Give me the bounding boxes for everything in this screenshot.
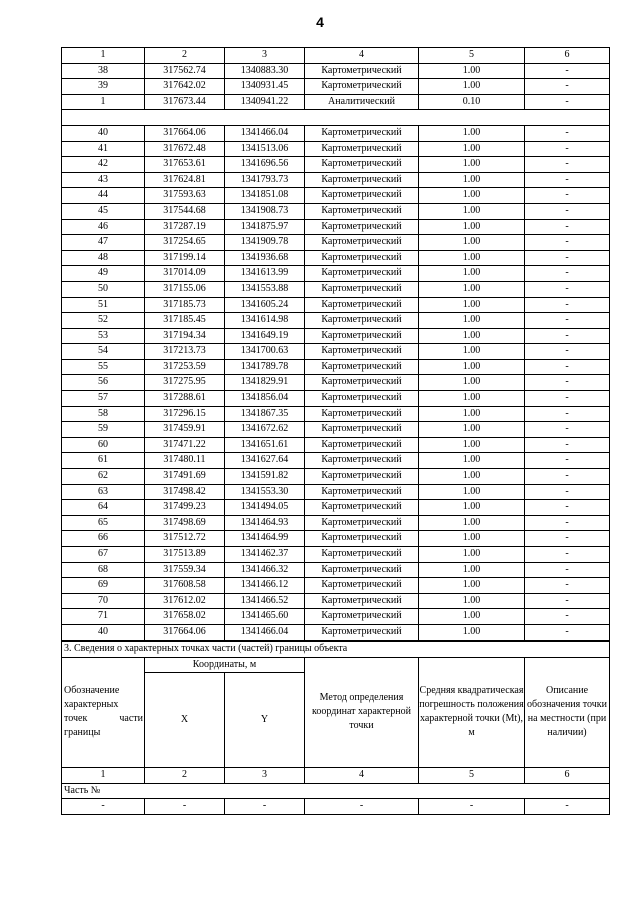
table-cell: - [419, 799, 525, 815]
table-cell: 1340931.45 [225, 79, 305, 95]
table-cell: 1341651.61 [225, 437, 305, 453]
table-cell: 1.00 [419, 313, 525, 329]
table-cell: - [525, 94, 610, 110]
table-cell: 57 [62, 391, 145, 407]
table-cell: 45 [62, 203, 145, 219]
table-row [62, 578, 610, 594]
table-cell: Картометрический [305, 609, 419, 625]
table-cell: 40 [62, 624, 145, 640]
table-row [62, 250, 610, 266]
table-cell: 39 [62, 79, 145, 95]
table-cell: - [525, 375, 610, 391]
table-cell: 1341462.37 [225, 547, 305, 563]
table-cell: Картометрический [305, 624, 419, 640]
table-cell: 1341466.04 [225, 624, 305, 640]
table-cell: 44 [62, 188, 145, 204]
table-cell: 51 [62, 297, 145, 313]
table-cell: 68 [62, 562, 145, 578]
table-cell: - [525, 624, 610, 640]
table-cell: - [525, 391, 610, 407]
table-cell: 1341789.78 [225, 359, 305, 375]
table-cell: Картометрический [305, 515, 419, 531]
column-number-row [62, 768, 610, 784]
table-cell: 1.00 [419, 578, 525, 594]
table-cell: 1341553.88 [225, 281, 305, 297]
table-cell: 1.00 [419, 609, 525, 625]
table-cell: 1341875.97 [225, 219, 305, 235]
table-cell: 1.00 [419, 219, 525, 235]
table-cell: 60 [62, 437, 145, 453]
table-cell: 41 [62, 141, 145, 157]
table-row [62, 422, 610, 438]
table-row [62, 235, 610, 251]
table-cell: 1341464.93 [225, 515, 305, 531]
table-cell: 65 [62, 515, 145, 531]
table-cell: 1341649.19 [225, 328, 305, 344]
table-cell: Картометрический [305, 203, 419, 219]
table-cell: 317513.89 [145, 547, 225, 563]
table-cell: Картометрический [305, 266, 419, 282]
table-cell: 1341627.64 [225, 453, 305, 469]
table-row [62, 141, 610, 157]
table-row [62, 593, 610, 609]
table-cell: - [525, 422, 610, 438]
table-cell: 1341672.62 [225, 422, 305, 438]
table-cell: - [525, 593, 610, 609]
table-cell: Картометрический [305, 141, 419, 157]
table-cell: 58 [62, 406, 145, 422]
table-cell: 40 [62, 125, 145, 141]
table-cell: 1.00 [419, 469, 525, 485]
table-cell: - [525, 63, 610, 79]
table-cell: - [525, 406, 610, 422]
table-row [62, 547, 610, 563]
separator-row [62, 110, 610, 126]
table-cell: 1.00 [419, 484, 525, 500]
table-cell: 66 [62, 531, 145, 547]
table-cell: 63 [62, 484, 145, 500]
table-cell: 1.00 [419, 359, 525, 375]
header-method: Метод определения координат характерной точки [305, 657, 419, 768]
table-cell: 1.00 [419, 593, 525, 609]
table-cell: 1341908.73 [225, 203, 305, 219]
table-cell: Картометрический [305, 453, 419, 469]
table-cell: 1.00 [419, 375, 525, 391]
table-cell: 1.00 [419, 141, 525, 157]
table-cell: Картометрический [305, 219, 419, 235]
table-cell: 317624.81 [145, 172, 225, 188]
table-cell: 317664.06 [145, 125, 225, 141]
table-cell: 317296.15 [145, 406, 225, 422]
table-cell: Картометрический [305, 125, 419, 141]
table-row [62, 359, 610, 375]
table-cell: 1.00 [419, 172, 525, 188]
table-cell: 1341613.99 [225, 266, 305, 282]
table-cell: 317562.74 [145, 63, 225, 79]
table-cell: Картометрический [305, 391, 419, 407]
table-cell: 317498.42 [145, 484, 225, 500]
table-row [62, 500, 610, 516]
table-row [62, 437, 610, 453]
page-number: 4 [316, 14, 324, 30]
table-cell: 1.00 [419, 157, 525, 173]
table-cell: 1.00 [419, 531, 525, 547]
table-cell: 2 [145, 768, 225, 784]
table-cell: Картометрический [305, 469, 419, 485]
table-row [62, 157, 610, 173]
table-cell: 1341464.99 [225, 531, 305, 547]
table-row [62, 453, 610, 469]
table-cell: 1341867.35 [225, 406, 305, 422]
table-cell: 1341793.73 [225, 172, 305, 188]
table-cell: 69 [62, 578, 145, 594]
table-cell: 42 [62, 157, 145, 173]
table-row [62, 188, 610, 204]
table-cell: - [525, 297, 610, 313]
table-cell: 1341936.68 [225, 250, 305, 266]
table-cell: 1341466.04 [225, 125, 305, 141]
table-cell: 1341466.52 [225, 593, 305, 609]
table-cell: 59 [62, 422, 145, 438]
table-cell: Картометрический [305, 437, 419, 453]
table-cell: 46 [62, 219, 145, 235]
table-cell: - [525, 235, 610, 251]
table-cell: 1341494.05 [225, 500, 305, 516]
table-cell: 1341909.78 [225, 235, 305, 251]
table-cell: - [62, 799, 145, 815]
table-cell: - [525, 266, 610, 282]
table-cell: 317480.11 [145, 453, 225, 469]
table-cell: 55 [62, 359, 145, 375]
table-cell: - [525, 313, 610, 329]
table-row [62, 344, 610, 360]
table-cell: 1.00 [419, 297, 525, 313]
table-cell: 317185.73 [145, 297, 225, 313]
table-cell: 1.00 [419, 437, 525, 453]
table-header-row [62, 48, 610, 64]
table-cell: Картометрический [305, 157, 419, 173]
table-cell: 317287.19 [145, 219, 225, 235]
table-cell: - [525, 79, 610, 95]
table-cell: - [525, 799, 610, 815]
table-cell: 317253.59 [145, 359, 225, 375]
table-row [62, 79, 610, 95]
empty-part-row [62, 799, 610, 815]
table-cell: 317491.69 [145, 469, 225, 485]
table-cell: - [525, 531, 610, 547]
table-cell: - [525, 125, 610, 141]
table-row [62, 328, 610, 344]
table-row [62, 94, 610, 110]
parts-points-table [61, 641, 610, 815]
table-cell: 1341614.98 [225, 313, 305, 329]
table-cell: 1341466.12 [225, 578, 305, 594]
table-cell: - [525, 578, 610, 594]
table-cell: 2 [145, 48, 225, 64]
table-cell: 1.00 [419, 79, 525, 95]
table-cell: 1341856.04 [225, 391, 305, 407]
table-cell: Аналитический [305, 94, 419, 110]
table-cell: 317512.72 [145, 531, 225, 547]
table-cell: Картометрический [305, 484, 419, 500]
table-cell: 1341591.82 [225, 469, 305, 485]
table-cell: 1.00 [419, 422, 525, 438]
table-cell: 1341513.06 [225, 141, 305, 157]
table-row [62, 219, 610, 235]
table-cell: 1340883.30 [225, 63, 305, 79]
table-cell: 1340941.22 [225, 94, 305, 110]
table-row [62, 609, 610, 625]
table-cell: Картометрический [305, 313, 419, 329]
table-cell: 1 [62, 94, 145, 110]
table-cell: 5 [419, 48, 525, 64]
table-cell: 1.00 [419, 281, 525, 297]
header-error: Средняя квадратическая погрешность положения характерной точки (Mt), м [419, 657, 525, 768]
table-cell: 1.00 [419, 391, 525, 407]
table-cell: 317288.61 [145, 391, 225, 407]
table-cell: - [525, 203, 610, 219]
table-row [62, 297, 610, 313]
header-x: X [145, 673, 225, 768]
table-row [62, 313, 610, 329]
header-y: Y [225, 673, 305, 768]
table-cell: 317213.73 [145, 344, 225, 360]
table-cell: Картометрический [305, 359, 419, 375]
table-cell: 1.00 [419, 515, 525, 531]
table-cell: 1.00 [419, 63, 525, 79]
table-row [62, 375, 610, 391]
table-cell: 1.00 [419, 328, 525, 344]
table-cell: Картометрический [305, 531, 419, 547]
table-row [62, 281, 610, 297]
table-cell: 56 [62, 375, 145, 391]
table-cell: - [525, 515, 610, 531]
table-cell: 1.00 [419, 562, 525, 578]
table-cell: 4 [305, 48, 419, 64]
table-cell: - [525, 484, 610, 500]
table-cell: - [525, 359, 610, 375]
table-cell: - [525, 281, 610, 297]
table-cell: 1341605.24 [225, 297, 305, 313]
table-cell: 3 [225, 48, 305, 64]
table-cell: 317185.45 [145, 313, 225, 329]
table-cell: 1.00 [419, 453, 525, 469]
table-row [62, 406, 610, 422]
table-cell: 1.00 [419, 235, 525, 251]
table-cell: 317471.22 [145, 437, 225, 453]
table-cell: Картометрический [305, 578, 419, 594]
table-cell: 317254.65 [145, 235, 225, 251]
table-cell: - [525, 172, 610, 188]
table-cell: Картометрический [305, 250, 419, 266]
table-cell: 52 [62, 313, 145, 329]
header-description: Описание обозначения точки на местности (при наличии) [525, 657, 610, 768]
table-cell: - [305, 799, 419, 815]
table-cell: Картометрический [305, 235, 419, 251]
table-row [62, 484, 610, 500]
table-row [62, 391, 610, 407]
table-cell: Картометрический [305, 593, 419, 609]
table-cell: 54 [62, 344, 145, 360]
table-row [62, 125, 610, 141]
table-cell: 317672.48 [145, 141, 225, 157]
table-cell: 6 [525, 48, 610, 64]
table-cell: 317653.61 [145, 157, 225, 173]
table-cell: 317612.02 [145, 593, 225, 609]
table-cell: Картометрический [305, 500, 419, 516]
table-cell: - [525, 328, 610, 344]
table-cell: - [525, 219, 610, 235]
table-cell: 62 [62, 469, 145, 485]
table-cell: 5 [419, 768, 525, 784]
table-cell: Картометрический [305, 547, 419, 563]
table-cell: 317673.44 [145, 94, 225, 110]
table-cell: Картометрический [305, 79, 419, 95]
table-cell: 1 [62, 48, 145, 64]
table-cell: - [525, 562, 610, 578]
table-cell: 38 [62, 63, 145, 79]
header-designation: Обозначение характерных точек части границы [62, 657, 145, 768]
table-cell: Картометрический [305, 375, 419, 391]
table-cell: 317664.06 [145, 624, 225, 640]
table-cell: 50 [62, 281, 145, 297]
table-cell: 317199.14 [145, 250, 225, 266]
table-cell: 64 [62, 500, 145, 516]
table-cell: - [525, 437, 610, 453]
table-cell: 3 [225, 768, 305, 784]
table-cell: 1.00 [419, 406, 525, 422]
table-cell: Картометрический [305, 297, 419, 313]
table-cell: 1341466.32 [225, 562, 305, 578]
table-cell: 317275.95 [145, 375, 225, 391]
coordinates-table [61, 47, 610, 641]
table-cell: - [525, 547, 610, 563]
header-coordinates: Координаты, м [145, 657, 305, 673]
table-cell: Картометрический [305, 422, 419, 438]
table-cell: 1.00 [419, 188, 525, 204]
table-cell: 1.00 [419, 125, 525, 141]
table-cell: 1341465.60 [225, 609, 305, 625]
table-row [62, 562, 610, 578]
table-cell: - [525, 500, 610, 516]
table-row [62, 172, 610, 188]
table-cell: 49 [62, 266, 145, 282]
table-cell: 1341553.30 [225, 484, 305, 500]
table-cell: 43 [62, 172, 145, 188]
table-cell: Картометрический [305, 172, 419, 188]
table-cell: 70 [62, 593, 145, 609]
table-cell: - [525, 250, 610, 266]
table-cell: 317014.09 [145, 266, 225, 282]
table-row [62, 63, 610, 79]
table-cell: - [225, 799, 305, 815]
table-cell: 317658.02 [145, 609, 225, 625]
table-cell: 317459.91 [145, 422, 225, 438]
table-cell: 1.00 [419, 547, 525, 563]
table-cell: 317593.63 [145, 188, 225, 204]
table-cell: 317608.58 [145, 578, 225, 594]
table-cell: - [145, 799, 225, 815]
table-cell: - [525, 609, 610, 625]
table-row [62, 531, 610, 547]
table-cell: Картометрический [305, 344, 419, 360]
table-cell: Картометрический [305, 63, 419, 79]
table-cell: 1341829.91 [225, 375, 305, 391]
table-cell: 48 [62, 250, 145, 266]
table-cell: - [525, 141, 610, 157]
table-cell: Картометрический [305, 562, 419, 578]
table-cell: 6 [525, 768, 610, 784]
table-cell: 0.10 [419, 94, 525, 110]
table-cell: 317559.34 [145, 562, 225, 578]
table-row [62, 624, 610, 640]
table-cell: 1.00 [419, 344, 525, 360]
table-cell: 1.00 [419, 203, 525, 219]
table-cell: 67 [62, 547, 145, 563]
table-cell: 1.00 [419, 266, 525, 282]
separator-cell [62, 110, 610, 126]
section-title: 3. Сведения о характерных точках части (частей) границы объекта [62, 642, 610, 658]
table-cell: 317544.68 [145, 203, 225, 219]
table-cell: 53 [62, 328, 145, 344]
table-cell: 1 [62, 768, 145, 784]
part-label: Часть № [62, 783, 610, 799]
table-cell: - [525, 469, 610, 485]
table-cell: - [525, 157, 610, 173]
table-cell: 317498.69 [145, 515, 225, 531]
table-row [62, 266, 610, 282]
table-cell: 317155.06 [145, 281, 225, 297]
table-cell: 1.00 [419, 250, 525, 266]
table-cell: Картометрический [305, 328, 419, 344]
table-cell: 317194.34 [145, 328, 225, 344]
table-cell: 4 [305, 768, 419, 784]
table-cell: Картометрический [305, 188, 419, 204]
table-row [62, 515, 610, 531]
table-cell: - [525, 188, 610, 204]
table-cell: Картометрический [305, 406, 419, 422]
table-cell: 1.00 [419, 500, 525, 516]
table-cell: 1341696.56 [225, 157, 305, 173]
table-cell: 61 [62, 453, 145, 469]
table-cell: 1341700.63 [225, 344, 305, 360]
table-cell: - [525, 453, 610, 469]
table-cell: 1.00 [419, 624, 525, 640]
table-cell: Картометрический [305, 281, 419, 297]
table-cell: 71 [62, 609, 145, 625]
table-cell: 47 [62, 235, 145, 251]
table-cell: 1341851.08 [225, 188, 305, 204]
table-cell: 317642.02 [145, 79, 225, 95]
table-cell: - [525, 344, 610, 360]
table-cell: 317499.23 [145, 500, 225, 516]
table-row [62, 203, 610, 219]
table-row [62, 469, 610, 485]
